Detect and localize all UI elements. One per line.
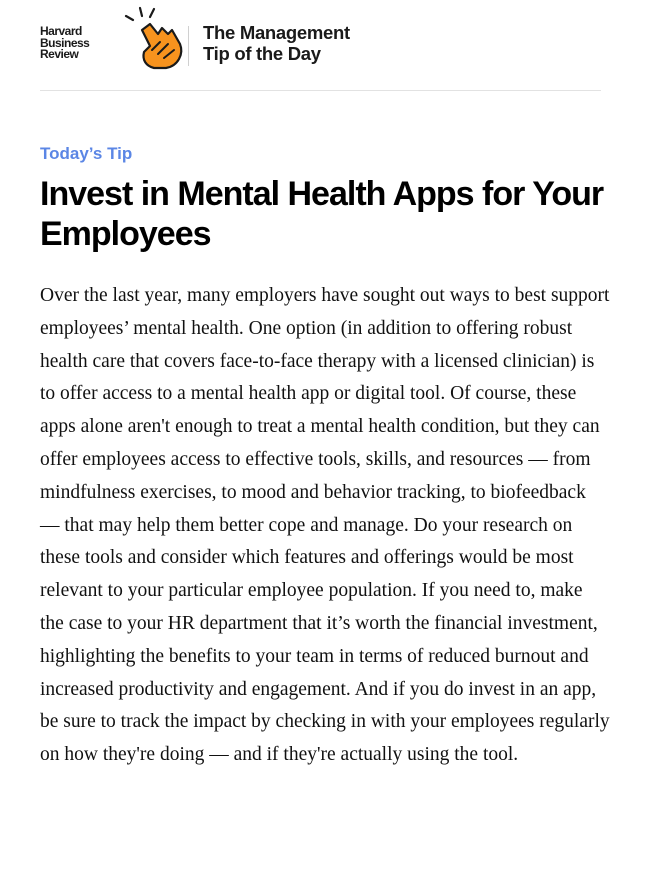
pointing-hand-icon [120,6,190,76]
tip-body: Over the last year, many employers have sought out ways to best support employees’ mental health. One option (in addition to offering robust health care that covers face-to-face therapy with a licensed clinician) is to offer access to a mental health app or digital tool. Of course, these apps alone aren't enough to treat a mental health condition, but they can offer employees access to effective tools, skills, and resources — from mindfulness exercises, to mood and behavior tracking, to biofeedback — that may help them better cope and manage. Do your research on these tools and consider which features and offerings would be most relevant to your particular employee population. If you need to, make the case to your HR department that it’s worth the financial investment, highlighting the benefits to your team in terms of reduced burnout and increased productivity and engagement. And if you do invest in an app, be sure to track the impact by checking in with your employees regularly on how they're doing — and if they're actually using the tool. [40,285,610,766]
tip-eyebrow: Today’s Tip [40,144,133,163]
tip-headline: Invest in Mental Health Apps for Your Employees [40,175,604,253]
newsletter-title-line-2: Tip of the Day [203,43,321,64]
hbr-logo-line-2: Business [40,35,90,50]
header-divider [188,26,189,66]
newsletter-title [203,22,350,64]
header-rule [40,90,601,91]
hbr-logo-line-3: Review [40,47,79,61]
hbr-logo[interactable] [40,26,89,61]
newsletter-header [40,6,600,82]
newsletter-title-line-1: The Management [203,22,350,43]
hbr-logo-line-1: Harvard [40,24,82,38]
